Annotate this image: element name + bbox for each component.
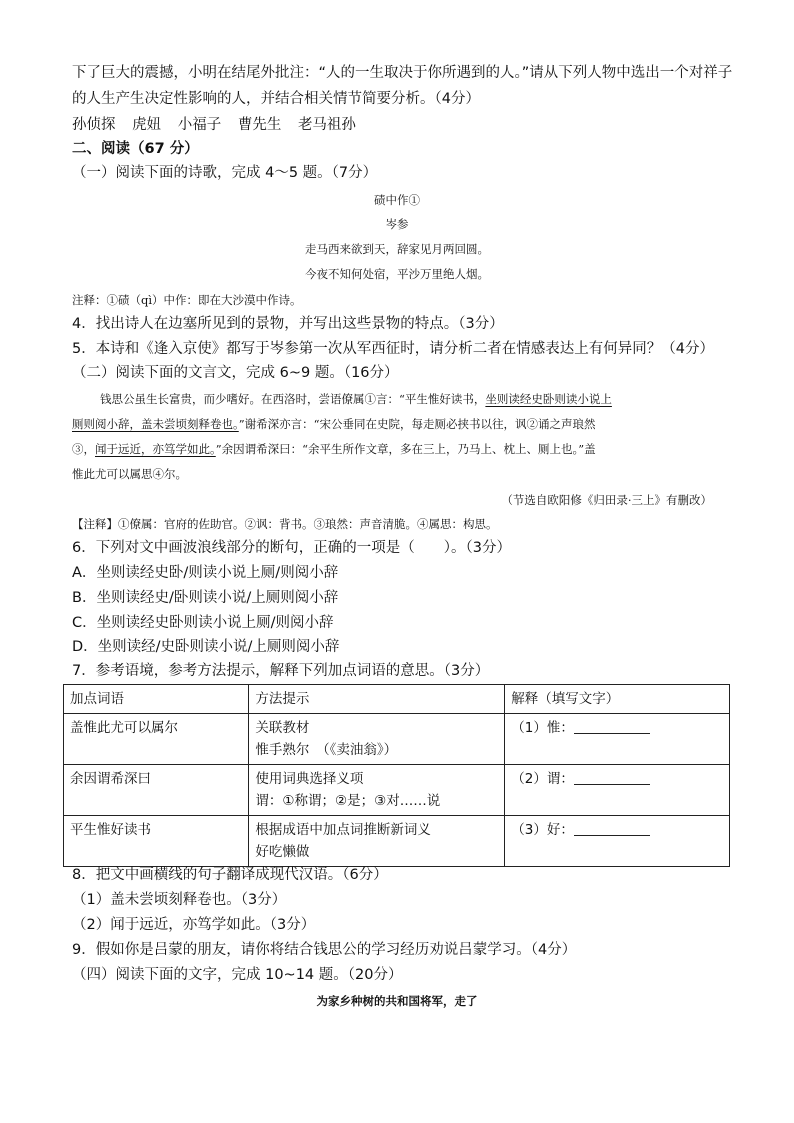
question-8: 8．把文中画横线的句子翻译成现代汉语。（6分） [72, 867, 388, 883]
question-5: 5．本诗和《逢入京使》都写于岑参第一次从军西征时，请分析二者在情感表达上有何异同？（4分） [72, 341, 714, 357]
question-9: 9．假如你是吕蒙的朋友，请你将结合钱思公的学习经历劝说吕蒙学习。（4分） [72, 942, 577, 958]
name-option: 孙侦探 [72, 117, 116, 133]
text-segment: ”谢希深亦言：“宋公垂同在史院，每走厕必挟书以往，讽②诵之声琅然 [238, 417, 596, 431]
underlined-sentence: 闻于远近，亦笃学如此。 [95, 442, 216, 456]
poem-line-2: 今夜不知何处宿，平沙万里绝人烟。 [305, 267, 489, 281]
table-cell-answer [505, 816, 730, 867]
part1-instruction: （一）阅读下面的诗歌，完成 4～5 题。（7分） [72, 165, 378, 181]
table-row [64, 765, 730, 816]
hint-method: 关联教材 [255, 720, 310, 736]
character-names [72, 115, 368, 135]
answer-blank[interactable] [574, 820, 650, 836]
text-segment: ”余因谓希深曰：“余平生所作文章，多在三上，乃马上、枕上、厕上也。”盖 [215, 442, 596, 456]
intro-line-2: 的人生产生决定性影响的人，并结合相关情节简要分析。（4分） [72, 91, 480, 107]
wavy-underlined-text: 厕则阅小辞， [72, 417, 141, 431]
table-cell-hint [249, 816, 505, 867]
poem-title: 碛中作① [374, 193, 420, 207]
section-heading: 二、阅读（67 分） [72, 141, 199, 157]
question-8-2: （2）闻于远近，亦笃学如此。（3分） [72, 917, 316, 933]
answer-label: （2）谓： [511, 771, 574, 787]
vocabulary-table [63, 684, 730, 867]
table-row [64, 714, 730, 765]
hint-method: 根据成语中加点词推断新词义 [255, 822, 431, 838]
hint-method: 使用词典选择义项 [255, 771, 364, 787]
answer-label: （3）好： [511, 822, 574, 838]
answer-label: （1）惟： [511, 720, 574, 736]
text-source: （节选自欧阳修《归田录·三上》有删改） [501, 493, 712, 507]
classical-text-line-3 [72, 439, 596, 459]
part2-instruction: （二）阅读下面的文言文，完成 6~9 题。（16分） [72, 365, 399, 381]
answer-blank[interactable] [574, 769, 650, 785]
table-header-row [64, 685, 730, 714]
table-cell-word: 平生惟好读书 [64, 816, 249, 867]
question-7: 7．参考语境，参考方法提示，解释下列加点词语的意思。（3分） [72, 663, 490, 679]
intro-line-1: 下了巨大的震撼，小明在结尾外批注：“人的一生取决于你所遇到的人。”请从下列人物中选出一个对祥子 [72, 65, 733, 81]
table-cell-word: 余因谓希深曰 [64, 765, 249, 816]
part4-instruction: （四）阅读下面的文字，完成 10~14 题。（20分） [72, 967, 403, 983]
name-option: 虎妞 [132, 117, 162, 133]
classical-text-line-4: 惟此尤可以属思④尔。 [72, 467, 187, 481]
name-option: 曹先生 [237, 117, 282, 133]
option-a: A．坐则读经史卧/则读小说上厕/则阅小辞 [72, 565, 339, 581]
poem-note: 注释：①碛（qì）中作：即在大沙漠中作诗。 [72, 293, 302, 307]
table-cell-hint [249, 714, 505, 765]
table-cell-hint [249, 765, 505, 816]
table-header: 解释（填写文字） [505, 685, 730, 714]
hint-example: 谓：①称谓；②是；③对……说 [255, 793, 441, 809]
classical-text-line-1 [100, 389, 612, 409]
article-title: 为家乡种树的共和国将军，走了 [316, 994, 478, 1008]
table-header: 加点词语 [64, 685, 249, 714]
table-cell-word: 盖惟此尤可以属尔 [64, 714, 249, 765]
option-c: C．坐则读经史卧则读小说上厕/则阅小辞 [72, 615, 334, 631]
classical-text-line-2 [72, 414, 596, 434]
poem-author: 岑参 [385, 217, 409, 231]
question-4: 4．找出诗人在边塞所见到的景物，并写出这些景物的特点。（3分） [72, 316, 504, 332]
name-option: 小福子 [177, 117, 222, 133]
hint-example: 好吃懒做 [255, 844, 310, 860]
text-notes: 【注释】①僚属：官府的佐助官。②讽：背书。③琅然：声音清脆。④属思：构思。 [72, 517, 498, 531]
answer-blank[interactable] [574, 718, 650, 734]
table-cell-answer [505, 714, 730, 765]
option-b: B．坐则读经史/卧则读小说/上厕则阅小辞 [72, 590, 339, 606]
option-d: D．坐则读经/史卧则读小说/上厕则阅小辞 [72, 639, 340, 655]
text-segment: 钱思公虽生长富贵，而少嗜好。在西洛时，尝语僚属①言：“平生惟好读书， [100, 392, 486, 406]
question-6: 6．下列对文中画波浪线部分的断句，正确的一项是（ ）。（3分） [72, 540, 511, 556]
table-header: 方法提示 [249, 685, 505, 714]
question-8-1: （1）盖未尝顷刻释卷也。（3分） [72, 892, 287, 908]
poem-line-1: 走马西来欲到天，辞家见月两回圆。 [305, 242, 489, 256]
table-cell-answer [505, 765, 730, 816]
wavy-underlined-text: 坐则读经史卧则读小说上 [485, 392, 612, 406]
table-row [64, 816, 730, 867]
hint-example: 惟手熟尔 （《卖油翁》） [255, 742, 398, 758]
name-option: 老马祖孙 [297, 117, 356, 133]
underlined-sentence: 盖未尝顷刻释卷也。 [141, 417, 239, 431]
text-segment: ③， [72, 442, 95, 456]
